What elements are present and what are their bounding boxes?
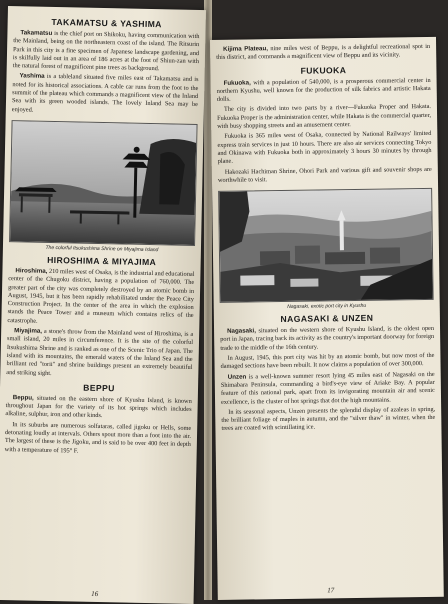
text-hiroshima: 210 miles west of Osaka, is the industrial and educational center of the Chugoku district, having a population of 760,000. The greater part of the city was completely destroyed by an atomic bomb in August, 1945, but it has been rapidly rehabilitated under the Peace City Construction Project. In the center of the area in which the explosion stands the Peace Tower and a museum which contains relics of the catastrophe. (7, 267, 195, 325)
heading-hiroshima-miyajima: HIROSHIMA & MIYAJIMA (47, 254, 157, 268)
photo-itsukushima-shrine (9, 120, 198, 246)
text-beppu: situated on the eastern shore of Kyushu Island, is known throughout Japan for the variety of its hot springs which includes alkaline, sulphur, iron and other kinds. (5, 394, 192, 420)
paragraph-nagasaki (220, 325, 434, 353)
page-number-right: 17 (327, 586, 335, 595)
paragraph-beppu (5, 394, 191, 423)
nagasaki-photo-image (219, 189, 433, 302)
heading-beppu: BEPPU (83, 382, 115, 394)
paragraph-fukuoka-sights: Hakozaki Hachiman Shrine, Ohori Park and various gift and souvenir shops are worthwhile to visit. (217, 165, 432, 184)
text-unzen: is a well-known summer resort lying 45 miles east of Nagasaki on the Shimabara Peninsula, commanding a bird's-eye view of Ariake Bay. A popular feature of this national park, apart from its invigorating mountain air and scenic excellence, is the cluster of hot springs that dot the high mountains. (220, 370, 435, 406)
lead-beppu: Beppu, (12, 394, 34, 402)
heading-fukuoka: FUKUOKA (300, 64, 347, 76)
heading-takamatsu-yashima: TAKAMATSU & YASHIMA (51, 16, 162, 30)
photo-nagasaki (218, 188, 434, 303)
left-page (0, 6, 206, 604)
heading-nagasaki-unzen: NAGASAKI & UNZEN (280, 312, 374, 325)
lead-fukuoka: Fukuoka, (223, 79, 251, 87)
lead-hiroshima: Hiroshima, (15, 267, 48, 275)
shrine-photo-image (10, 121, 196, 245)
caption-itsukushima: The colorful Itsukushima Shrine on Miyajima Island (45, 244, 159, 254)
paragraph-yashima (12, 73, 199, 118)
lead-nagasaki: Nagasaki, (227, 327, 257, 335)
text-miyajima: a stone's throw from the Mainland west of Hiroshima, is a small island, 20 miles in circumference. It is the site of the colorful Itsukushima Shrine and is ranked as one of the Scenic Trio of Japan. The island with its mountains, the emerald waters of the Inland Sea and the brilliant red "torii" and shrine buildings present an extremely beautiful and striking sight. (6, 327, 194, 377)
paragraph-beppu-hells: In its suburbs are numerous solfataras, called jigoku or Hells, some detonating loudly at intervals. Others spout more than a foot into the air. The largest of these is the Jigoku, and is said to be over 400 feet in depth with a temperature of 195° F. (4, 420, 192, 455)
paragraph-unzen (221, 371, 435, 407)
text-yashima: is a tableland situated five miles east of Takamatsu and is noted for its historical associations. A cable car runs from the foot to the summit of the plateau which commands a magnificent view of the Inland Sea with its green wooded islands. The lovely Inland Sea may be enjoyed. (11, 73, 199, 114)
paragraph-kijima (216, 43, 430, 63)
text-fukuoka: with a population of 540,000, is a prosperous commercial center in northern Kyushu, well known for the production of silk fabrics and artistic Hakata dolls. (216, 76, 431, 104)
paragraph-fukuoka-city: The city is divided into two parts by a river—Fukuoka Proper and Hakata. Fukuoka Proper is the administration center, while Hakata is the commercial quarter, with busy shopping streets and an amusement center. (217, 103, 432, 130)
text-kijima: nine miles west of Beppu, is a delightful recreational spot in this district, and commands a magnificent view of Beppu and its vicinity. (216, 42, 431, 62)
lead-kijima: Kijima Plateau, (223, 45, 269, 53)
lead-takamatsu: Takamatsu (20, 29, 53, 37)
lead-miyajima: Miyajima, (14, 327, 43, 335)
text-nagasaki: situated on the western shore of Kyushu Island, is the oldest open port in Japan, tracing back its activity as the country's important doorway for foreign trade to the middle of the 16th century. (220, 325, 435, 352)
lead-yashima: Yashima (19, 72, 45, 81)
right-page (210, 37, 444, 600)
paragraph-nagasaki-bomb: In August, 1945, this port city was hit by an atomic bomb, but now most of the damaged sections have been rebuilt. It now claims a population of over 300,000. (220, 351, 435, 371)
page-number-left: 16 (91, 589, 99, 599)
paragraph-takamatsu (13, 29, 200, 74)
paragraph-fukuoka-transport: Fukuoka is 365 miles west of Osaka, connected by National Railways' limited express train services in just 10 hours. There are also air services connecting Tokyo and Okinawa with Fukuoka both in approximately 3 hours 30 minutes by through plane. (217, 130, 432, 166)
paragraph-miyajima (6, 327, 193, 381)
paragraph-fukuoka (217, 77, 431, 105)
paragraph-unzen-seasons: In its seasonal aspects, Unzen presents the splendid display of azaleas in spring, the brilliant foliage of maples in autumn, and the "silver thaw" in winter, when the trees are coated with scintillating ice. (221, 405, 436, 433)
text-takamatsu: is the chief port on Shikoku, having communication with the Mainland, being on the northeastern coast of the island. The Ritsurin Park in this city is a fine specimen of Japanese landscape gardening, and is skilfully laid out in an area of 186 acres at the foot of Shiun-zan with the natural forest of magnificent pine trees as background. (12, 29, 200, 73)
paragraph-hiroshima (7, 267, 194, 329)
lead-unzen: Unzen (227, 373, 247, 381)
caption-nagasaki: Nagasaki, exotic port city in Kyushu (287, 303, 367, 311)
